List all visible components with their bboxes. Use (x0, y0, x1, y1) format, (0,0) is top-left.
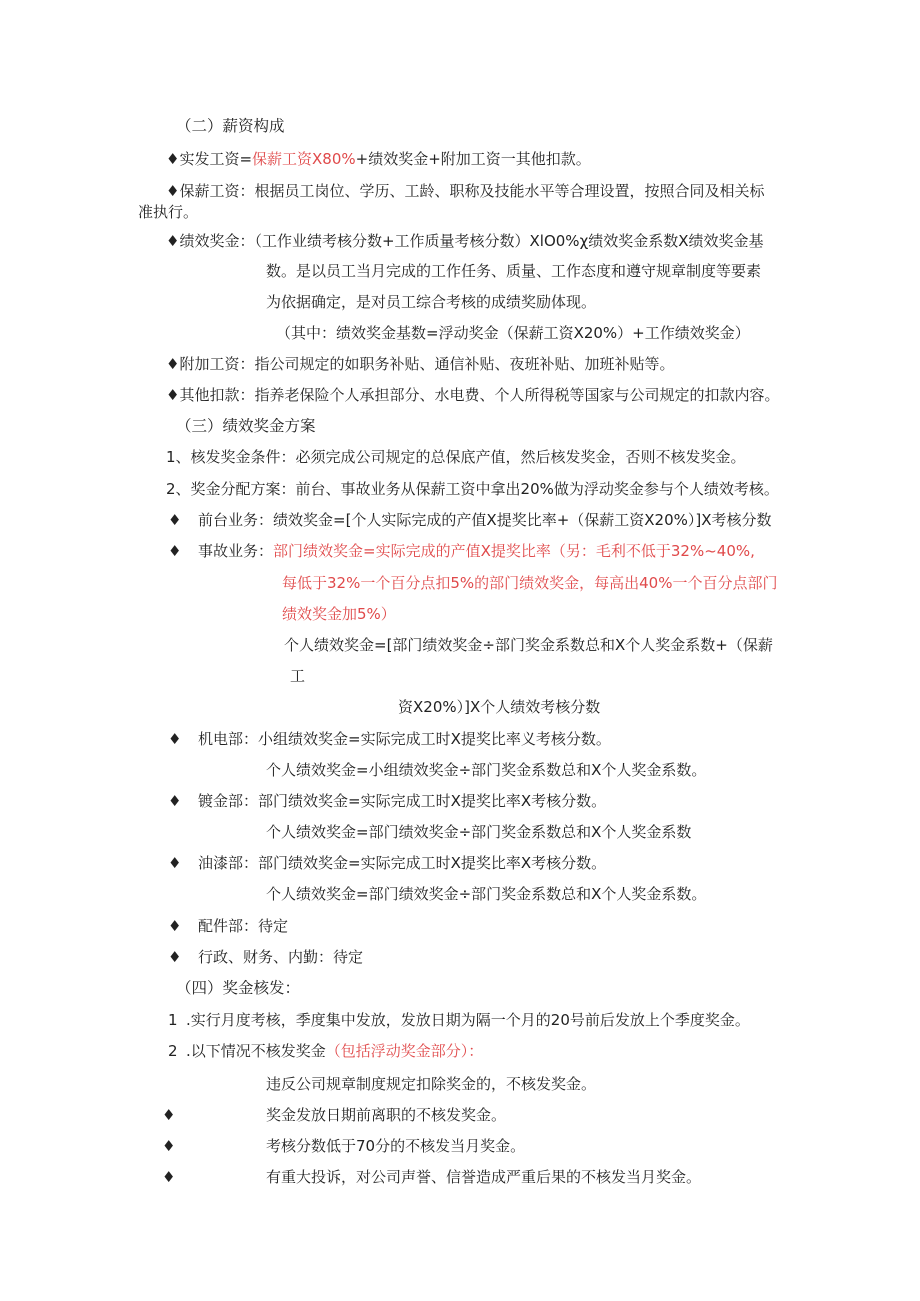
admin-dept-line: 行政、财务、内勤：待定 (198, 948, 364, 966)
section-4-item-1-number: 1 (168, 1011, 178, 1029)
parts-dept-line: 配件部：待定 (198, 917, 289, 935)
accident-line-2: 每低于32%一个百分点扣5%的部门绩效奖金，每高出40%一个百分点部门 (282, 574, 778, 592)
accident-personal-line-3: 资X20%）]X个人绩效考核分数 (398, 698, 601, 716)
diamond-bullet-icon: ♦ (168, 917, 182, 935)
accident-line-3: 绩效奖金加5%） (282, 605, 396, 623)
diamond-bullet-icon: ♦ (168, 730, 182, 748)
base-pay-line-2: 准执行。 (138, 203, 199, 221)
section-4-item-2 (186, 1040, 483, 1062)
paint-dept-line-2: 个人绩效奖金=部门绩效奖金÷部门奖金系数总和X个人奖金系数。 (266, 885, 707, 903)
section-4-item-2-text: .以下情况不核发奖金 (186, 1042, 326, 1060)
accident-line-1 (198, 540, 755, 562)
mech-dept-line-1: 机电部：小组绩效奖金=实际完成工时X提奖比率义考核分数。 (198, 730, 611, 748)
section-4-item-1: .实行月度考核，季度集中发放，发放日期为隔一个月的20号前后发放上个季度奖金。 (186, 1011, 750, 1029)
diamond-bullet-icon: ♦ (162, 1137, 176, 1155)
plating-dept-line-1: 镀金部：部门绩效奖金=实际完成工时X提奖比率X考核分数。 (198, 792, 607, 810)
diamond-bullet-icon: ♦ (168, 792, 182, 810)
perf-bonus-line-2: 数。是以员工当月完成的工作任务、质量、工作态度和遵守规章制度等要素 (266, 262, 762, 280)
extra-pay-line: ♦附加工资：指公司规定的如职务补贴、通信补贴、夜班补贴、加班补贴等。 (166, 355, 675, 373)
actual-pay-prefix: 实发工资= (179, 150, 253, 168)
diamond-bullet-icon: ♦ (168, 542, 182, 560)
diamond-bullet-icon: ♦ (166, 150, 180, 168)
no-bonus-condition-1: 违反公司规章制度规定扣除奖金的，不核发奖金。 (266, 1075, 597, 1093)
diamond-bullet-icon: ♦ (168, 854, 182, 872)
diamond-bullet-icon: ♦ (162, 1106, 176, 1124)
actual-pay-base-highlight: 保薪工资X80% (252, 150, 356, 168)
paint-dept-line-1: 油漆部：部门绩效奖金=实际完成工时X提奖比率X考核分数。 (198, 854, 607, 872)
accident-personal-line-1: 个人绩效奖金=[部门绩效奖金÷部门奖金系数总和X个人奖金系数+（保薪 (284, 636, 773, 654)
actual-pay-suffix: +绩效奖金+附加工资一其他扣款。 (355, 150, 591, 168)
mech-dept-line-2: 个人绩效奖金=小组绩效奖金÷部门奖金系数总和X个人奖金系数。 (266, 761, 707, 779)
actual-pay-line (166, 148, 591, 170)
accident-personal-line-2: 工 (290, 667, 306, 685)
no-bonus-condition-2: 奖金发放日期前离职的不核发奖金。 (266, 1106, 507, 1124)
diamond-bullet-icon: ♦ (168, 511, 182, 529)
perf-bonus-line-3: 为依据确定，是对员工综合考核的成绩奖励体现。 (266, 293, 597, 311)
front-desk-line: 前台业务：绩效奖金=[个人实际完成的产值X提奖比率+（保薪工资X20%）]X考核分数 (198, 511, 772, 529)
section-4-heading: （四）奖金核发： (176, 979, 301, 997)
section-2-heading: （二）薪资构成 (176, 117, 285, 135)
section-4-item-2-number: 2 (168, 1042, 178, 1060)
section-4-item-2-note: （包括浮动奖金部分）： (325, 1042, 484, 1060)
no-bonus-condition-3: 考核分数低于70分的不核发当月奖金。 (266, 1137, 526, 1155)
section-3-item-1: 1、核发奖金条件：必须完成公司规定的总保底产值，然后核发奖金，否则不核发奖金。 (166, 448, 746, 466)
diamond-bullet-icon: ♦ (162, 1168, 176, 1186)
section-3-item-2: 2、奖金分配方案：前台、事故业务从保薪工资中拿出20%做为浮动奖金参与个人绩效考核。 (166, 480, 779, 498)
diamond-bullet-icon: ♦ (168, 948, 182, 966)
base-pay-line-1: ♦保薪工资：根据员工岗位、学历、工龄、职称及技能水平等合理设置，按照合同及相关标 (166, 182, 765, 200)
section-3-heading: （三）绩效奖金方案 (176, 417, 316, 435)
perf-bonus-line-4: （其中：绩效奖金基数=浮动奖金（保薪工资X20%）+工作绩效奖金） (276, 324, 750, 342)
no-bonus-condition-4: 有重大投诉，对公司声誉、信誉造成严重后果的不核发当月奖金。 (266, 1168, 702, 1186)
accident-label: 事故业务： (198, 542, 274, 560)
accident-dept-bonus-highlight: 部门绩效奖金=实际完成的产值X提奖比率（另：毛利不低于32%~40%, (273, 542, 755, 560)
other-deduct-line: ♦其他扣款：指养老保险个人承担部分、水电费、个人所得税等国家与公司规定的扣款内容。 (166, 386, 780, 404)
plating-dept-line-2: 个人绩效奖金=部门绩效奖金÷部门奖金系数总和X个人奖金系数 (266, 823, 692, 841)
perf-bonus-line-1: ♦绩效奖金：（工作业绩考核分数+工作质量考核分数）XlO0%χ绩效奖金系数X绩效奖金基 (166, 232, 764, 250)
